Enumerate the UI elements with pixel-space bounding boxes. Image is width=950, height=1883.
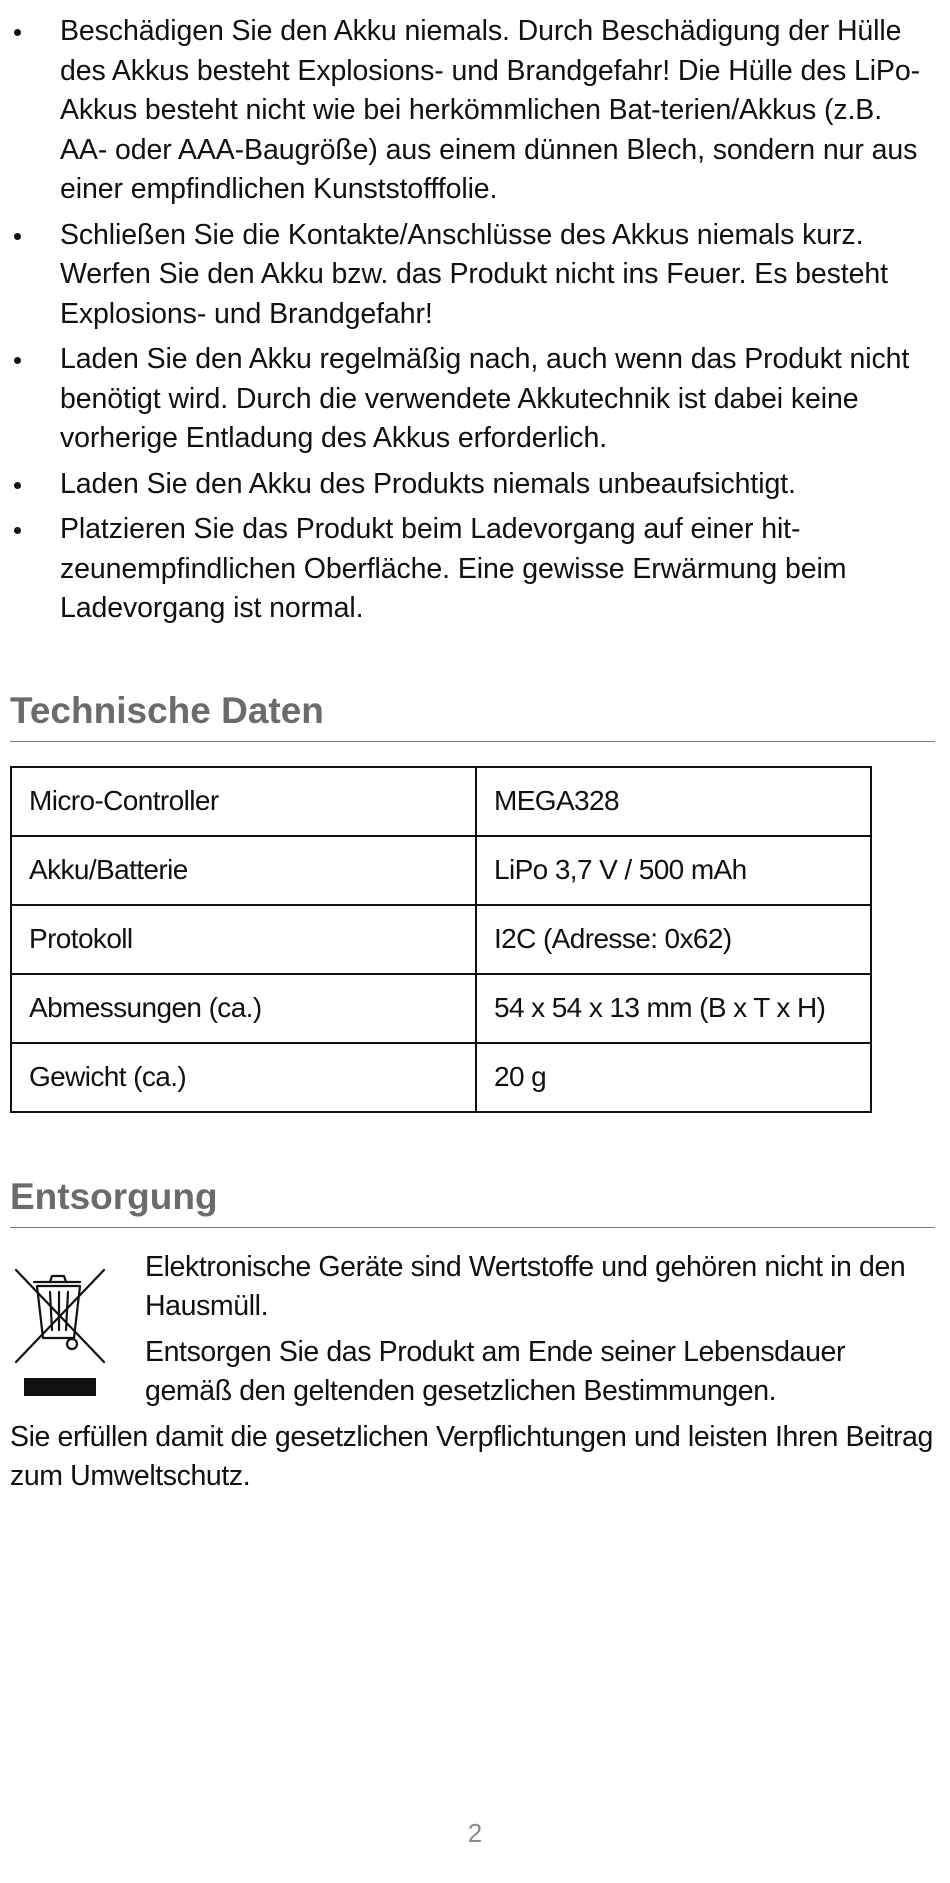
spec-value: LiPo 3,7 V / 500 mAh — [476, 836, 871, 905]
crossed-out-wheelie-bin-icon — [12, 1266, 108, 1398]
table-row — [11, 836, 871, 905]
bullet-icon — [14, 357, 21, 364]
table-row — [11, 905, 871, 974]
disposal-heading: Entsorgung — [10, 1175, 935, 1228]
tech-table — [10, 766, 872, 1113]
list-item — [10, 340, 935, 459]
list-item — [10, 510, 935, 629]
spec-label: Protokoll — [11, 905, 476, 974]
table-row — [11, 1043, 871, 1112]
list-item — [10, 216, 935, 335]
disposal-section — [10, 1248, 935, 1418]
spec-label: Gewicht (ca.) — [11, 1043, 476, 1112]
list-item-text: Beschädigen Sie den Akku niemals. Durch Beschädigung der Hülle des Akkus besteht Explosions- und Brandgefahr! Die Hülle des LiPo-Akkus besteht nicht wie bei herkömmlichen Bat-terien/Akkus (z.B. AA- oder AAA-Baugröße) aus einem dünnen Blech, sondern nur aus einer empfindlichen Kunststofffolie. — [60, 15, 920, 205]
bullet-icon — [14, 527, 21, 534]
spec-value: 20 g — [476, 1043, 871, 1112]
spec-label: Akku/Batterie — [11, 836, 476, 905]
list-item-text: Platzieren Sie das Produkt beim Ladevorgang auf einer hit-zeunempfindlichen Oberfläche. Eine gewisse Erwärmung beim Ladevorgang ist normal. — [60, 513, 847, 624]
list-item-text: Laden Sie den Akku regelmäßig nach, auch wenn das Produkt nicht benötigt wird. Durch die verwendete Akkutechnik ist dabei keine vorherige Entladung des Akkus erforderlich. — [60, 343, 910, 454]
closing-paragraph: Sie erfüllen damit die gesetzlichen Verpflichtungen und leisten Ihren Beitrag zum Umweltschutz. — [10, 1420, 933, 1492]
list-item — [10, 12, 935, 210]
safety-list — [10, 12, 935, 629]
table-row — [11, 767, 871, 836]
bullet-icon — [14, 233, 21, 240]
disposal-text — [145, 1248, 935, 1412]
bullet-icon — [14, 482, 21, 489]
page-number: 2 — [467, 1818, 483, 1848]
spec-value: MEGA328 — [476, 767, 871, 836]
list-item-text: Laden Sie den Akku des Produkts niemals unbeaufsichtigt. — [60, 467, 796, 500]
spec-value: I2C (Adresse: 0x62) — [476, 905, 871, 974]
table-row — [11, 974, 871, 1043]
disposal-paragraph: Entsorgen Sie das Produkt am Ende seiner Lebensdauer gemäß den geltenden gesetzlichen Bestimmungen. — [145, 1335, 846, 1407]
list-item — [10, 465, 935, 505]
document-page — [10, 12, 935, 1497]
disposal-paragraph: Elektronische Geräte sind Wertstoffe und gehören nicht in den Hausmüll. — [145, 1250, 906, 1322]
spec-label: Abmessungen (ca.) — [11, 974, 476, 1043]
bullet-icon — [14, 29, 21, 36]
tech-heading: Technische Daten — [10, 689, 935, 742]
list-item-text: Schließen Sie die Kontakte/Anschlüsse des Akkus niemals kurz. Werfen Sie den Akku bzw. das Produkt nicht ins Feuer. Es besteht Explosions- und Brandgefahr! — [60, 218, 888, 330]
spec-label: Micro-Controller — [11, 767, 476, 836]
spec-value: 54 x 54 x 13 mm (B x T x H) — [476, 974, 871, 1043]
